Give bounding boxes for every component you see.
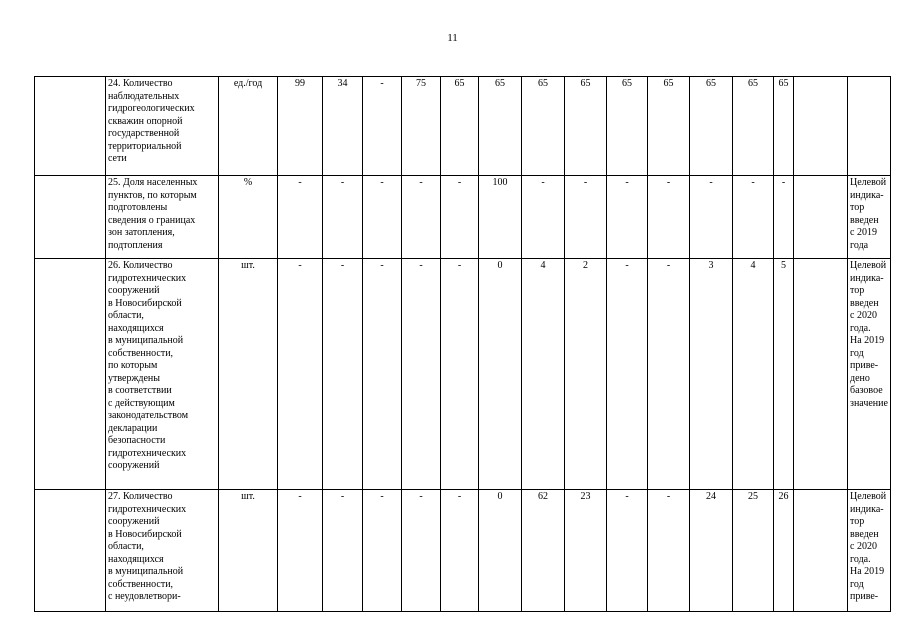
note-cell: Целевой индика- тор введен с 2020 года. На 2019 год приве- <box>848 490 891 612</box>
empty-cell <box>794 77 848 176</box>
empty-cell <box>35 490 106 612</box>
table-row <box>35 259 891 490</box>
unit-cell: ед./год <box>219 77 278 176</box>
indicator-name-cell: 27. Количество гидротехнических сооружений в Новосибирской области, находящихся в муниципальной собственности, с неудовлетвори- <box>106 490 219 612</box>
empty-cell <box>794 176 848 259</box>
page-number: 11 <box>447 32 458 44</box>
note-cell: Целевой индика- тор введен с 2020 года. На 2019 год приве- дено базовое значение <box>848 259 891 490</box>
value-cell: - <box>402 176 441 259</box>
value-cell: 34 <box>323 77 363 176</box>
value-cell: - <box>323 176 363 259</box>
note-cell: Целевой индика- тор введен с 2019 года <box>848 176 891 259</box>
value-cell: 24 <box>690 490 733 612</box>
empty-cell <box>794 259 848 490</box>
value-cell: 65 <box>648 77 690 176</box>
value-cell: 26 <box>774 490 794 612</box>
unit-cell: шт. <box>219 259 278 490</box>
value-cell: 62 <box>522 490 565 612</box>
value-cell: - <box>323 259 363 490</box>
value-cell: - <box>441 490 479 612</box>
empty-cell <box>794 490 848 612</box>
value-cell: - <box>607 259 648 490</box>
value-cell: - <box>363 77 402 176</box>
value-cell: 65 <box>690 77 733 176</box>
indicator-name-cell: 25. Доля населенных пунктов, по которым подготовлены сведения о границах зон затопления, подтопления <box>106 176 219 259</box>
value-cell: - <box>441 259 479 490</box>
value-cell: 65 <box>565 77 607 176</box>
value-cell: 3 <box>690 259 733 490</box>
unit-cell: % <box>219 176 278 259</box>
value-cell: 25 <box>733 490 774 612</box>
value-cell: - <box>278 490 323 612</box>
value-cell: 2 <box>565 259 607 490</box>
note-cell <box>848 77 891 176</box>
value-cell: - <box>648 176 690 259</box>
indicator-name-cell: 24. Количество наблюдательных гидрогеологических скважин опорной государственной территориальной сети <box>106 77 219 176</box>
value-cell: - <box>363 176 402 259</box>
value-cell: 65 <box>441 77 479 176</box>
value-cell: 99 <box>278 77 323 176</box>
value-cell: 100 <box>479 176 522 259</box>
value-cell: - <box>774 176 794 259</box>
indicator-name-cell: 26. Количество гидротехнических сооружений в Новосибирской области, находящихся в муниципальной собственности, по которым утверждены в соответствии с действующим законодательством декларации безопасности гидротехнических сооружений <box>106 259 219 490</box>
value-cell: - <box>363 259 402 490</box>
value-cell: 65 <box>733 77 774 176</box>
value-cell: 65 <box>479 77 522 176</box>
value-cell: - <box>402 259 441 490</box>
empty-cell <box>35 176 106 259</box>
value-cell: 23 <box>565 490 607 612</box>
value-cell: - <box>278 259 323 490</box>
table-row <box>35 77 891 176</box>
indicators-table <box>34 76 891 612</box>
value-cell: - <box>323 490 363 612</box>
value-cell: - <box>278 176 323 259</box>
value-cell: - <box>733 176 774 259</box>
value-cell: - <box>690 176 733 259</box>
table-row <box>35 176 891 259</box>
empty-cell <box>35 259 106 490</box>
value-cell: - <box>363 490 402 612</box>
empty-cell <box>35 77 106 176</box>
value-cell: - <box>441 176 479 259</box>
value-cell: 65 <box>522 77 565 176</box>
value-cell: 0 <box>479 490 522 612</box>
value-cell: 75 <box>402 77 441 176</box>
value-cell: - <box>648 490 690 612</box>
value-cell: 4 <box>522 259 565 490</box>
value-cell: - <box>565 176 607 259</box>
value-cell: 5 <box>774 259 794 490</box>
table-row <box>35 490 891 612</box>
value-cell: - <box>607 176 648 259</box>
unit-cell: шт. <box>219 490 278 612</box>
value-cell: - <box>607 490 648 612</box>
value-cell: - <box>402 490 441 612</box>
value-cell: 65 <box>774 77 794 176</box>
value-cell: 0 <box>479 259 522 490</box>
value-cell: - <box>648 259 690 490</box>
value-cell: - <box>522 176 565 259</box>
value-cell: 65 <box>607 77 648 176</box>
value-cell: 4 <box>733 259 774 490</box>
